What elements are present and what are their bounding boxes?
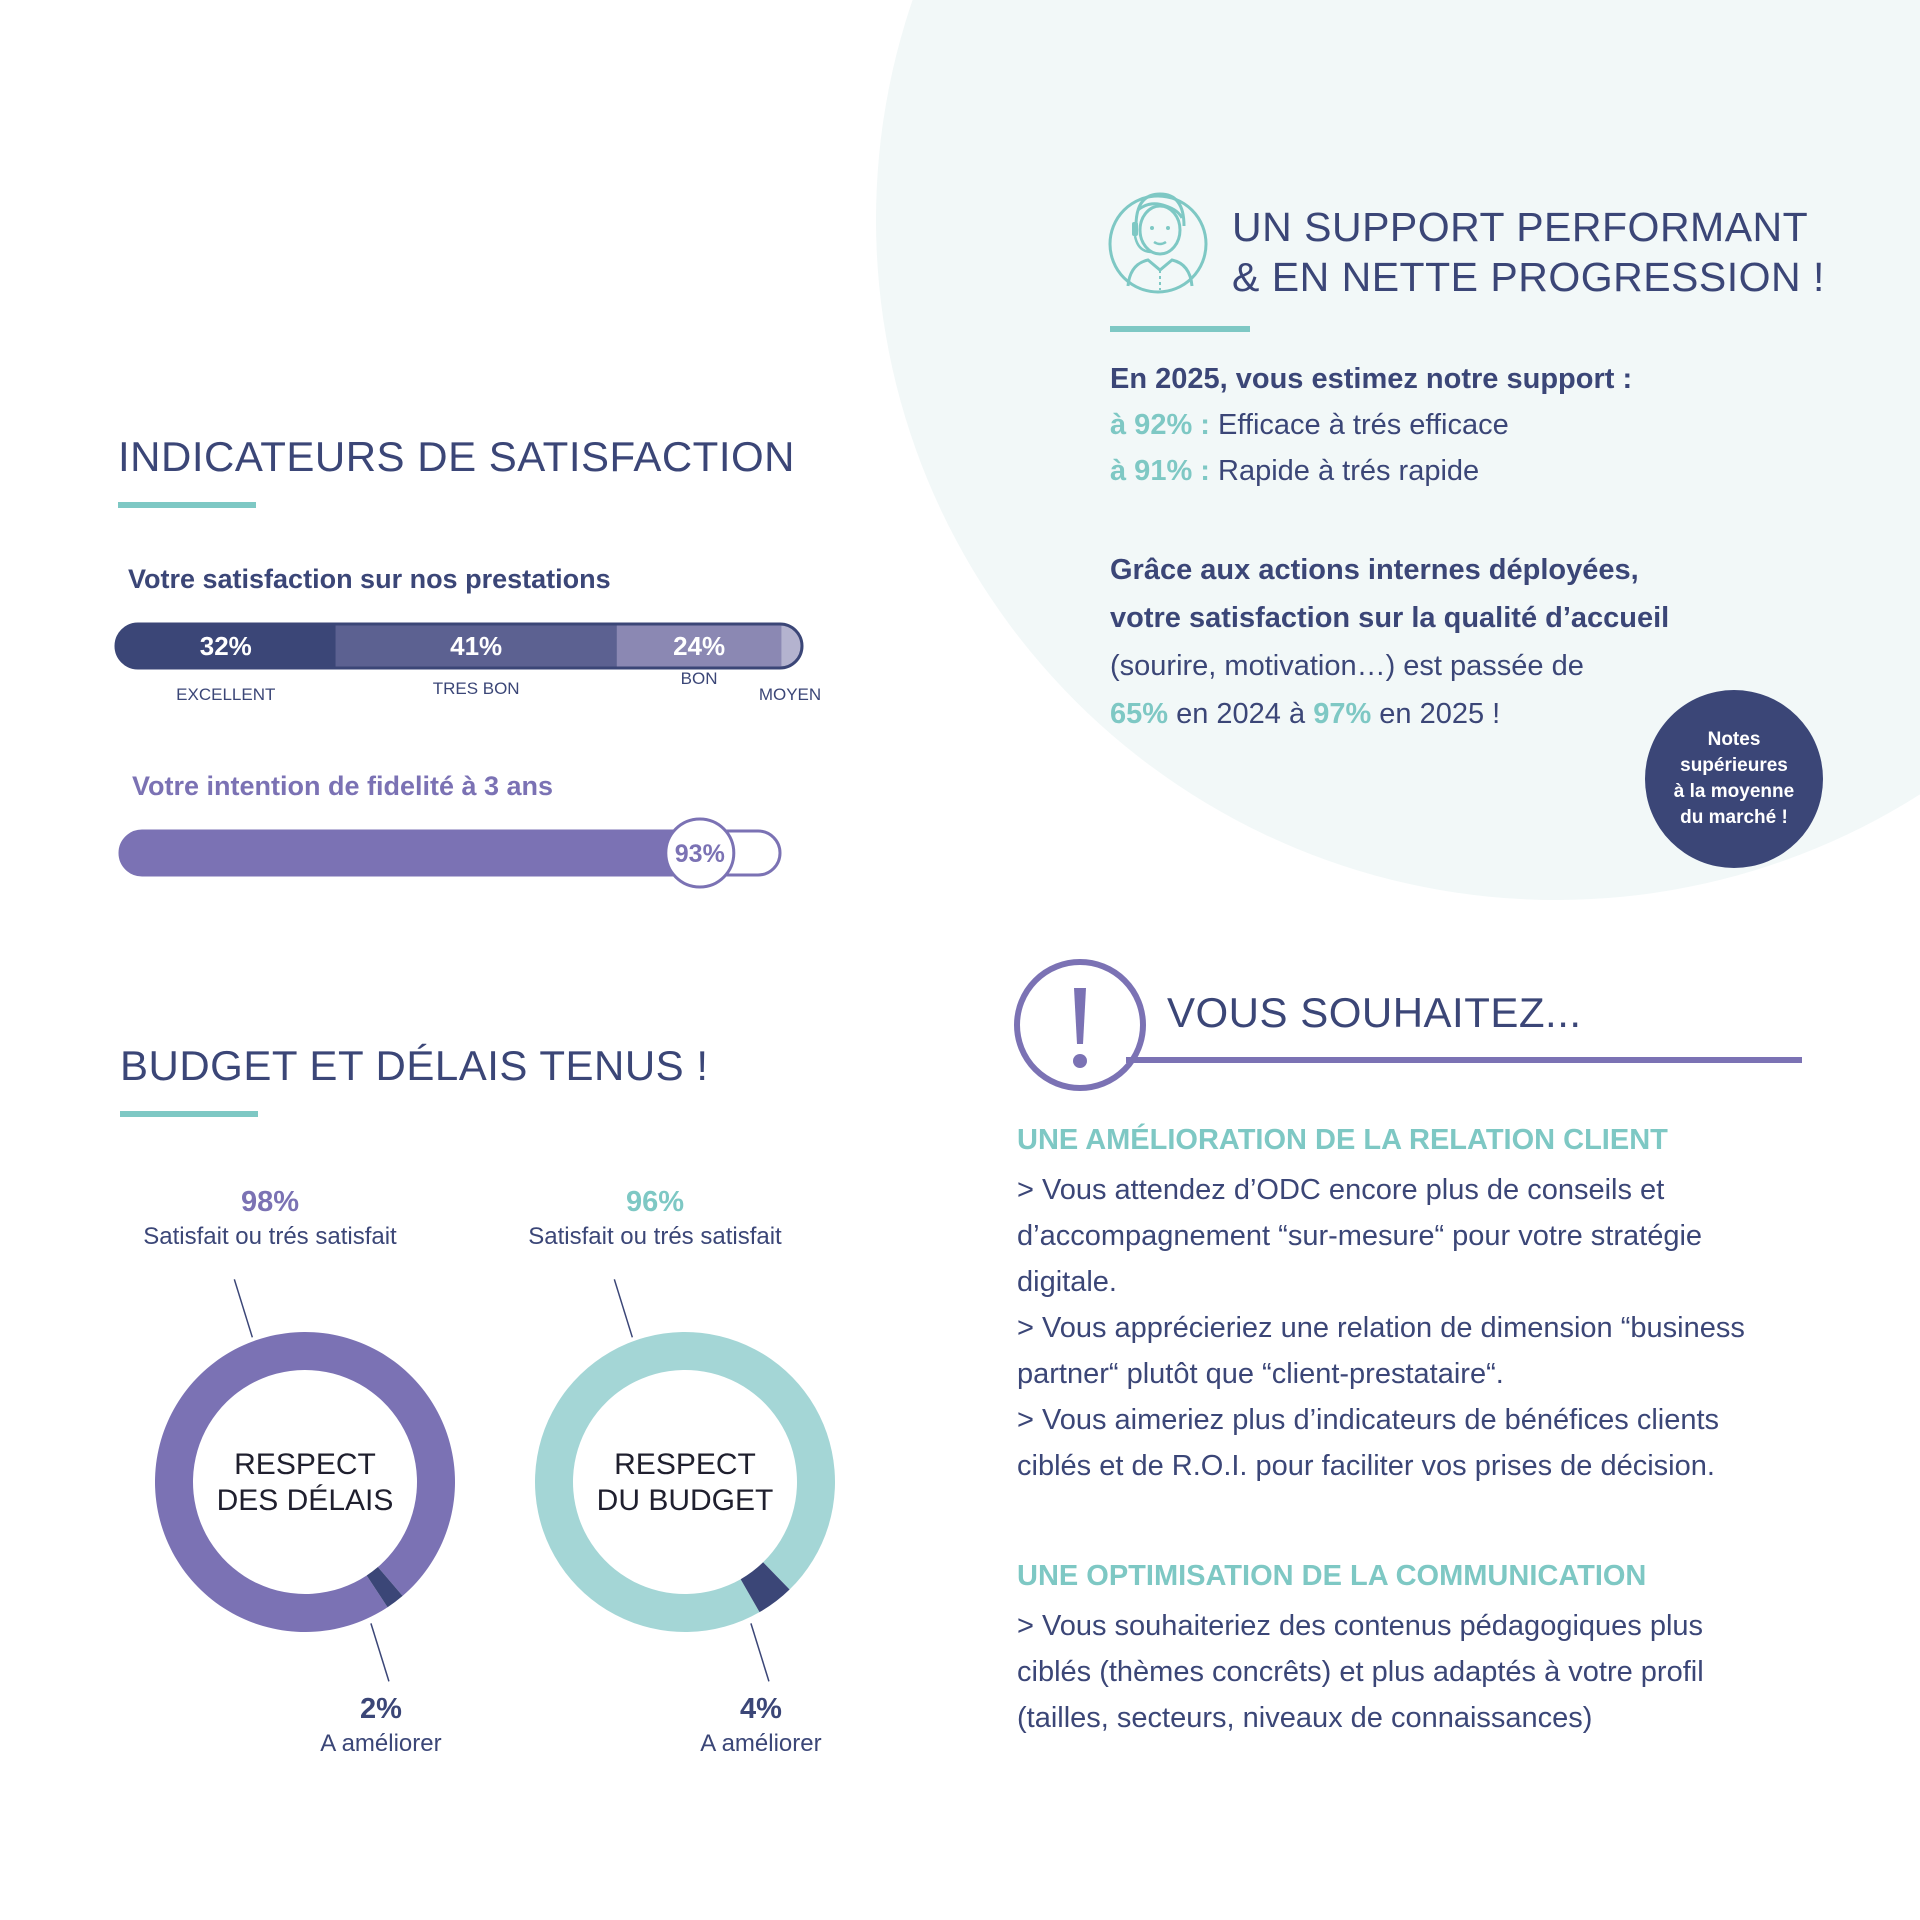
fidelity-progress-bar [116,815,816,895]
support-stat2-text: Rapide à trés rapide [1218,455,1480,487]
stack-value-label: 32% [199,631,252,661]
satisfaction-title: INDICATEURS DE SATISFACTION [118,433,796,480]
support-bold-line2: votre satisfaction sur la qualité d’accueil [1110,602,1670,634]
donut-center-label: RESPECT [614,1448,756,1481]
donut-leader-line [371,1623,389,1681]
wishes-line: > Vous apprécieriez une relation de dimension “business [1017,1312,1745,1344]
wishes-line: d’accompagnement “sur-mesure“ pour votre stratégie [1017,1220,1703,1252]
stack-value-label: 41% [450,631,503,661]
wishes-line: > Vous attendez d’ODC encore plus de conseils et [1017,1174,1665,1206]
badge-line: Notes [1707,729,1761,750]
wishes-title: VOUS SOUHAITEZ... [1167,989,1582,1036]
support-title-line2: & EN NETTE PROGRESSION ! [1232,254,1825,300]
stack-value-label: 24% [673,631,726,661]
support-title-line1: UN SUPPORT PERFORMANT [1232,204,1809,250]
fidelity-label: Votre intention de fidelité à 3 ans [132,771,554,801]
badge-line: du marché ! [1680,807,1788,828]
wishes-title-underline [1126,1057,1802,1063]
support-from-text: en 2024 à [1168,698,1314,730]
headset-agent-icon [1106,186,1212,302]
wishes-line: > Vous souhaiteriez des contenus pédagogiques plus [1017,1610,1704,1642]
prestations-stacked-bar [114,622,834,712]
market-badge [1645,690,1823,868]
donut-leader-line [751,1623,769,1681]
donut-satisfied-value: 96% [625,1186,685,1218]
support-bold-line1: Grâce aux actions internes déployées, [1110,554,1639,586]
budget-title-underline [120,1111,258,1117]
support-line3: (sourire, motivation…) est passée de [1110,650,1584,682]
donut-improve-label: A améliorer [700,1730,822,1757]
donut-satisfied-value: 98% [240,1186,300,1218]
donut-slice-satisfied [155,1332,455,1632]
support-from-value: 65% [1110,698,1169,730]
donut-leader-line [614,1279,632,1337]
progress-value-label: 93% [674,840,725,868]
progress-fill [120,831,734,875]
donut-leader-line [234,1279,252,1337]
wishes-section1-title: UNE AMÉLIORATION DE LA RELATION CLIENT [1017,1124,1668,1156]
support-stat1-value: à 92% : [1110,409,1210,441]
stack-category-label: BON [680,669,718,688]
donut-center-label: DES DÉLAIS [216,1484,394,1517]
support-stat2-value: à 91% : [1110,455,1210,487]
support-stats [1110,356,1750,494]
wishes-line: ciblés et de R.O.I. pour faciliter vos prises de décision. [1017,1450,1715,1482]
support-to-text: en 2025 ! [1371,698,1501,730]
badge-line: à la moyenne [1673,781,1795,802]
donut-charts [100,1180,900,1760]
wishes-line: (tailles, secteurs, niveaux de connaissances) [1017,1702,1593,1734]
support-intro: En 2025, vous estimez notre support : [1110,363,1633,395]
wishes-line: digitale. [1017,1266,1117,1298]
donut-slice-satisfied [535,1332,835,1632]
donut-satisfied-label: Satisfait ou trés satisfait [528,1223,782,1250]
wishes-line: ciblés (thèmes concrêts) et plus adaptés à votre profil [1017,1656,1704,1688]
support-title [1232,202,1825,302]
prestations-label: Votre satisfaction sur nos prestations [128,564,611,594]
satisfaction-title-underline [118,502,256,508]
wishes-section1-body [1017,1167,1897,1489]
donut-improve-value: 2% [359,1693,402,1725]
support-to-value: 97% [1313,698,1372,730]
budget-title: BUDGET ET DÉLAIS TENUS ! [120,1042,709,1089]
badge-line: supérieures [1680,755,1788,776]
wishes-line: > Vous aimeriez plus d’indicateurs de bénéfices clients [1017,1404,1720,1436]
support-progress-text [1110,546,1750,738]
donut-center-label: RESPECT [234,1448,376,1481]
donut-improve-value: 4% [739,1693,782,1725]
stack-segment-moyen [781,624,802,668]
support-title-underline [1110,326,1250,332]
donut-center-label: DU BUDGET [596,1484,774,1517]
stack-category-label: EXCELLENT [176,685,276,704]
wishes-section2-body [1017,1603,1897,1741]
stack-category-label: MOYEN [758,685,822,704]
exclamation-icon [1012,958,1162,1096]
support-stat1-text: Efficace à trés efficace [1218,409,1509,441]
donut-improve-label: A améliorer [320,1730,442,1757]
wishes-section2-title: UNE OPTIMISATION DE LA COMMUNICATION [1017,1560,1647,1592]
wishes-line: partner“ plutôt que “client-prestataire“. [1017,1358,1504,1390]
stack-category-label: TRES BON [432,679,520,698]
donut-satisfied-label: Satisfait ou trés satisfait [143,1223,397,1250]
